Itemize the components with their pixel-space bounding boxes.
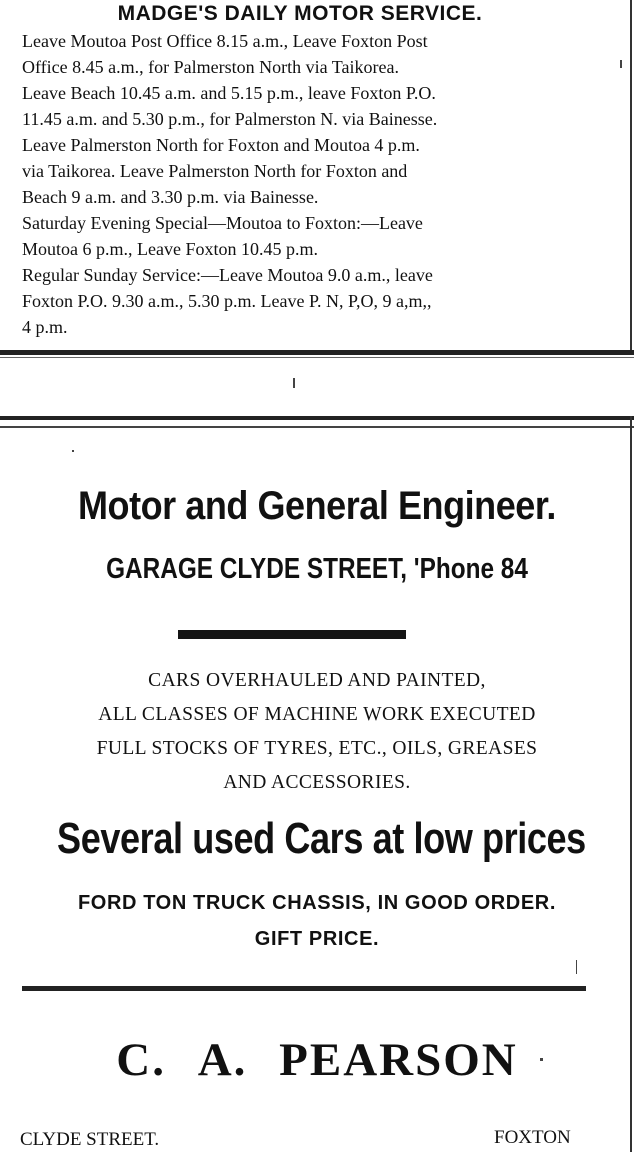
notice-line: Leave Palmerston North for Foxton and Moutoa 4 p.m. xyxy=(22,135,420,155)
scan-speck xyxy=(293,378,295,388)
notice-line: Saturday Evening Special—Moutoa to Foxton:—Leave xyxy=(22,213,423,233)
scan-speck xyxy=(72,450,74,452)
notice-border-right xyxy=(630,0,632,350)
notice-line: Leave Beach 10.45 a.m. and 5.15 p.m., leave Foxton P.O. xyxy=(22,83,436,103)
ad-top-rule-thin xyxy=(0,426,634,428)
divider-rule xyxy=(22,986,586,991)
notice-line: via Taikorea. Leave Palmerston North for Foxton and xyxy=(22,161,408,181)
scan-speck xyxy=(620,60,622,68)
notice-line: Leave Moutoa Post Office 8.15 a.m., Leave Foxton Post xyxy=(22,31,428,51)
notice-line: Office 8.45 a.m., for Palmerston North via Taikorea. xyxy=(22,57,399,77)
service-line: AND ACCESSORIES. xyxy=(223,772,411,793)
proprietor-name xyxy=(0,1033,634,1087)
notice-bottom-rule xyxy=(0,350,634,355)
notice-line: Regular Sunday Service:—Leave Moutoa 9.0 a.m., leave xyxy=(22,265,433,285)
street-address: CLYDE STREET. xyxy=(20,1129,160,1150)
scan-speck xyxy=(576,960,577,974)
notice-line: 4 p.m. xyxy=(22,317,68,337)
town-name: FOXTON xyxy=(494,1127,571,1148)
scan-speck xyxy=(540,1058,543,1061)
truck-line: FORD TON TRUCK CHASSIS, IN GOOD ORDER. xyxy=(77,892,556,914)
ad-top-rule xyxy=(0,416,634,420)
proprietor-initial: A. xyxy=(197,1034,248,1086)
ad-heading: Motor and General Engineer. xyxy=(78,484,556,528)
notice-line: 11.45 a.m. and 5.30 p.m., for Palmerston N. via Bainesse. xyxy=(22,109,438,129)
truck-price-line: GIFT PRICE. xyxy=(254,928,380,950)
garage-address-phone: GARAGE CLYDE STREET, 'Phone 84 xyxy=(106,553,528,585)
notice-line: Beach 9 a.m. and 3.30 p.m. via Bainesse. xyxy=(22,187,319,207)
divider-bar xyxy=(178,630,406,639)
notice-line: Foxton P.O. 9.30 a.m., 5.30 p.m. Leave P. N, P,O, 9 a,m,, xyxy=(22,291,432,311)
proprietor-initial: C. xyxy=(116,1034,166,1086)
service-line: FULL STOCKS OF TYRES, ETC., OILS, GREASES xyxy=(96,738,538,759)
used-cars-headline: Several used Cars at low prices xyxy=(57,814,586,863)
service-line: ALL CLASSES OF MACHINE WORK EXECUTED xyxy=(98,704,536,725)
service-line: CARS OVERHAULED AND PAINTED, xyxy=(148,670,486,691)
notice-line: Moutoa 6 p.m., Leave Foxton 10.45 p.m. xyxy=(22,239,318,259)
proprietor-surname: PEARSON xyxy=(279,1034,518,1086)
notice-title: MADGE'S DAILY MOTOR SERVICE. xyxy=(117,2,483,25)
notice-bottom-rule-thin xyxy=(0,357,634,358)
